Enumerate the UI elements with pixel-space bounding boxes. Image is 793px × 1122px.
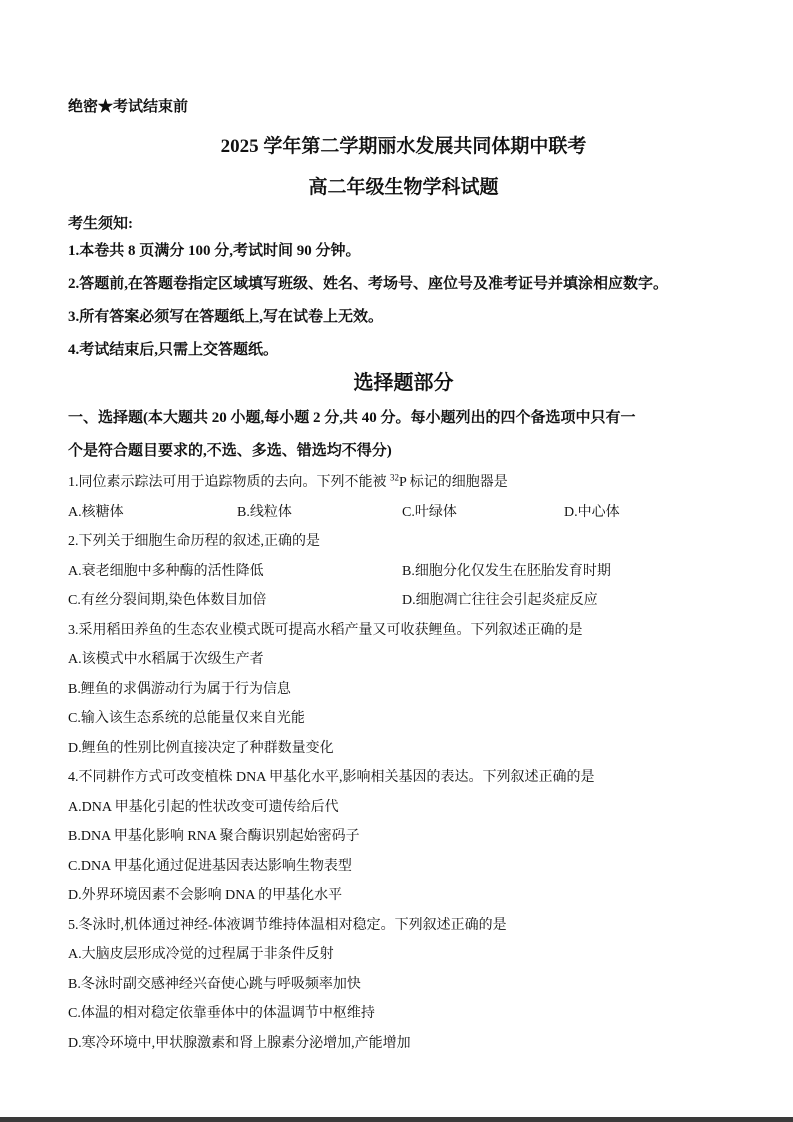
question-4-option-d: D.外界环境因素不会影响 DNA 的甲基化水平 [68,888,343,903]
question-1-stem [68,468,739,498]
notice-item-4: 4.考试结束后,只需上交答题纸。 [68,342,279,358]
section-title: 选择题部分 [353,372,454,394]
question-3-option-a: A.该模式中水稻属于次级生产者 [68,652,264,667]
question-4-option-b: B.DNA 甲基化影响 RNA 聚合酶识别起始密码子 [68,829,360,844]
question-3-option-c: C.输入该生态系统的总能量仅来自光能 [68,711,305,726]
question-1-option-b: B.线粒体 [237,504,292,520]
question-3-option-d: D.鲤鱼的性别比例直接决定了种群数量变化 [68,740,334,756]
exam-title: 2025 学年第二学期丽水发展共同体期中联考 [220,136,587,157]
question-1-option-d: D.中心体 [564,504,620,520]
question-3-option-b: B.鲤鱼的求偶游动行为属于行为信息 [68,681,291,697]
page-bottom-rule [0,1117,793,1122]
question-2-option-b: B.细胞分化仅发生在胚胎发育时期 [402,563,611,579]
question-5-option-b: B.冬泳时副交感神经兴奋使心跳与呼吸频率加快 [68,976,361,992]
question-5-stem: 5.冬泳时,机体通过神经-体液调节维持体温相对稳定。下列叙述正确的是 [68,917,507,933]
instruction-line-2: 个是符合题目要求的,不选、多选、错选均不得分) [68,443,392,459]
notice-heading: 考生须知: [68,216,133,232]
question-1-option-c: C.叶绿体 [402,504,457,520]
exam-subtitle: 高二年级生物学科试题 [308,177,499,198]
question-4-option-c: C.DNA 甲基化通过促进基因表达影响生物表型 [68,858,352,874]
question-1-option-a: A.核糖体 [68,504,124,520]
question-5-option-d: D.寒冷环境中,甲状腺激素和肾上腺素分泌增加,产能增加 [68,1035,411,1051]
notice-item-1: 1.本卷共 8 页满分 100 分,考试时间 90 分钟。 [68,243,361,259]
question-3-stem: 3.采用稻田养鱼的生态农业模式既可提高水稻产量又可收获鲤鱼。下列叙述正确的是 [68,622,583,638]
question-5-option-a: A.大脑皮层形成冷觉的过程属于非条件反射 [68,947,334,962]
question-2-option-d: D.细胞凋亡往往会引起炎症反应 [402,593,598,608]
question-4-stem: 4.不同耕作方式可改变植株 DNA 甲基化水平,影响相关基因的表达。下列叙述正确的是 [68,770,595,785]
question-1-stem-suffix: P 标记的细胞器是 [399,475,508,490]
notice-list [68,235,739,367]
notice-item-2: 2.答题前,在答题卷指定区域填写班级、姓名、考场号、座位号及准考证号并填涂相应数字。 [68,276,669,292]
question-list [68,468,739,1058]
question-5-option-c: C.体温的相对稳定依靠垂体中的体温调节中枢维持 [68,1006,375,1021]
instruction-line-1: 一、选择题(本大题共 20 小题,每小题 2 分,共 40 分。每小题列出的四个备选项中只有一 [68,410,636,426]
question-2-option-c: C.有丝分裂间期,染色体数目加倍 [68,593,267,608]
notice-item-3: 3.所有答案必须写在答题纸上,写在试卷上无效。 [68,309,384,325]
isotope-superscript: 32 [390,472,399,483]
question-2-option-a: A.衰老细胞中多种酶的活性降低 [68,563,264,579]
exam-classification: 绝密★考试结束前 [68,99,189,115]
question-1-options [68,498,739,528]
question-2-options-row-2 [68,586,739,616]
question-2-options-row-1 [68,557,739,587]
question-1-stem-prefix: 1.同位素示踪法可用于追踪物质的去向。下列不能被 [68,475,390,490]
question-2-stem: 2.下列关于细胞生命历程的叙述,正确的是 [68,534,320,549]
section-instruction [68,402,739,468]
question-4-option-a: A.DNA 甲基化引起的性状改变可遗传给后代 [68,799,339,815]
